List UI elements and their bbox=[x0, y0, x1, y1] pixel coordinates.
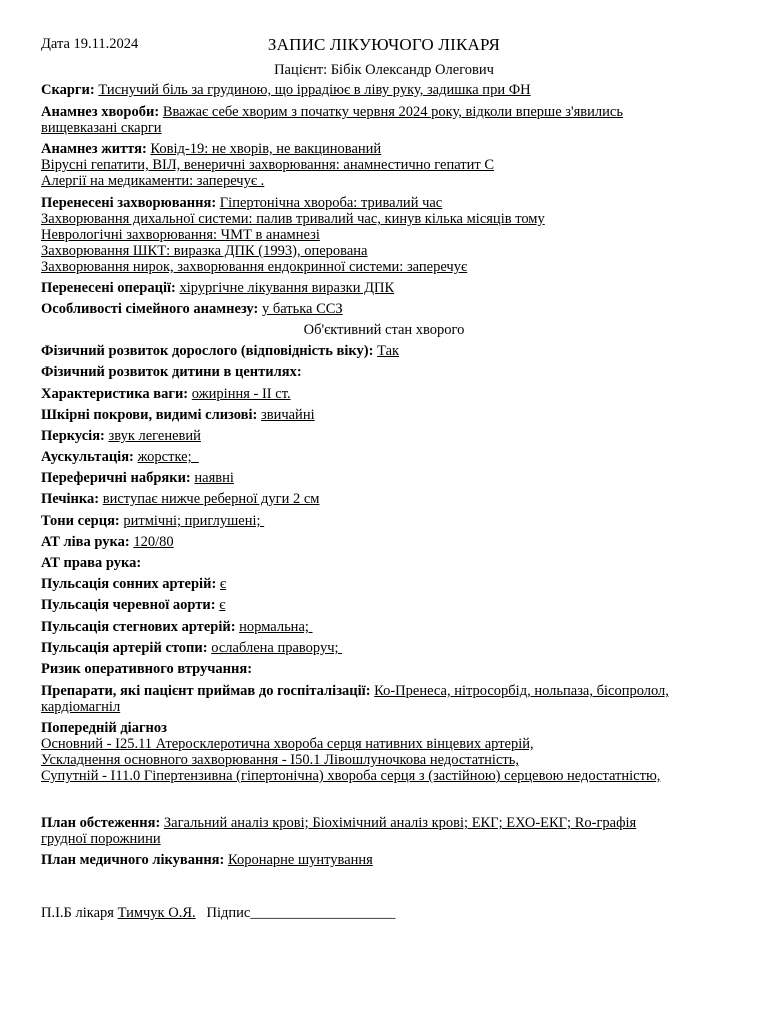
carotid-row bbox=[41, 576, 753, 592]
diagnosis-concomitant: Супутній - I11.0 Гіпертензивна (гіпертонічна) хвороба серця з (застійною) серцевою недостатністю, bbox=[41, 768, 661, 784]
past-diseases-label: Перенесені захворювання: bbox=[41, 195, 217, 211]
complaints-label: Скарги: bbox=[41, 82, 95, 98]
life-history-row bbox=[41, 141, 753, 189]
bp-right-label: АТ права рука: bbox=[41, 555, 142, 571]
complaints-row bbox=[41, 82, 753, 98]
bp-left-label: АТ ліва рука: bbox=[41, 534, 130, 550]
carotid-label: Пульсація сонних артерій: bbox=[41, 576, 217, 592]
doctor-label: П.І.Б лікаря bbox=[41, 905, 114, 921]
diagnosis-block bbox=[41, 720, 753, 784]
aorta-label: Пульсація черевної аорти: bbox=[41, 597, 216, 613]
adult-development-value: Так bbox=[377, 343, 400, 359]
auscultation-label: Аускультація: bbox=[41, 449, 134, 465]
surgery-risk-row bbox=[41, 661, 753, 677]
femoral-label: Пульсація стегнових артерій: bbox=[41, 619, 236, 635]
percussion-row bbox=[41, 428, 753, 444]
liver-row bbox=[41, 491, 753, 507]
past-operations-value: хірургічне лікування виразки ДПК bbox=[179, 280, 395, 296]
auscultation-row bbox=[41, 449, 753, 465]
pre-drugs-row bbox=[41, 683, 753, 715]
signature-row bbox=[41, 905, 753, 921]
disease-history-value-2: вищевказані скарги bbox=[41, 120, 162, 136]
skin-row bbox=[41, 407, 753, 423]
disease-history-value: Вважає себе хворим з початку червня 2024 року, відколи вперше з'явились bbox=[162, 104, 623, 120]
foot-arteries-value: ослаблена праворуч; bbox=[211, 640, 343, 656]
weight-label: Характеристика ваги: bbox=[41, 386, 189, 402]
weight-row bbox=[41, 386, 753, 402]
past-diseases-line-5: Захворювання нирок, захворювання ендокринної системи: заперечує bbox=[41, 259, 468, 275]
child-development-row bbox=[41, 364, 753, 380]
signature-field[interactable]: Підпис____________________ bbox=[206, 905, 396, 921]
diagnosis-main: Основний - I25.11 Атеросклеротична хвороба серця нативних вінцевих артерій, bbox=[41, 736, 534, 752]
past-diseases-line-4: Захворювання ШКТ: виразка ДПК (1993), оперована bbox=[41, 243, 368, 259]
diagnosis-label: Попередній діагноз bbox=[41, 720, 167, 736]
exam-plan-value-2: грудної порожнини bbox=[41, 831, 161, 847]
carotid-value: є bbox=[219, 576, 227, 592]
doctor-name: Тимчук О.Я. bbox=[117, 905, 196, 921]
foot-arteries-label: Пульсація артерій стопи: bbox=[41, 640, 208, 656]
bp-left-row bbox=[41, 534, 753, 550]
surgery-risk-label: Ризик оперативного втручання: bbox=[41, 661, 253, 677]
aorta-value: є bbox=[219, 597, 226, 613]
past-diseases-line-2: Захворювання дихальної системи: палив тривалий час, кинув кілька місяців тому bbox=[41, 211, 545, 227]
weight-value: ожиріння - ІІ ст. bbox=[191, 386, 291, 402]
femoral-row bbox=[41, 619, 753, 635]
disease-history-label: Анамнез хвороби: bbox=[41, 104, 160, 120]
edema-row bbox=[41, 470, 753, 486]
skin-value: звичайні bbox=[261, 407, 315, 423]
treatment-plan-row bbox=[41, 852, 753, 868]
family-history-label: Особливості сімейного анамнезу: bbox=[41, 301, 259, 317]
past-diseases-row bbox=[41, 195, 753, 275]
life-history-line-1: Ковід-19: не хворів, не вакцинований bbox=[150, 141, 382, 157]
life-history-line-2: Вірусні гепатити, ВІЛ, венеричні захворювання: анамнестично гепатит С bbox=[41, 157, 494, 173]
child-development-label: Фізичний розвиток дитини в центилях: bbox=[41, 364, 302, 380]
treatment-plan-label: План медичного лікування: bbox=[41, 852, 225, 868]
bp-right-row bbox=[41, 555, 753, 571]
pre-drugs-label: Препарати, які пацієнт приймав до госпіталізації: bbox=[41, 683, 371, 699]
heart-tones-label: Тони серця: bbox=[41, 513, 120, 529]
past-diseases-line-3: Неврологічні захворювання: ЧМТ в анамнезі bbox=[41, 227, 320, 243]
liver-value: виступає нижче реберної дуги 2 см bbox=[102, 491, 320, 507]
family-history-value: у батька ССЗ bbox=[261, 301, 343, 317]
disease-history-row bbox=[41, 104, 753, 136]
auscultation-value: жорстке; bbox=[137, 449, 199, 465]
adult-development-row bbox=[41, 343, 753, 359]
foot-arteries-row bbox=[41, 640, 753, 656]
edema-value: наявні bbox=[194, 470, 234, 486]
edema-label: Переферичні набряки: bbox=[41, 470, 191, 486]
heart-tones-row bbox=[41, 513, 753, 529]
heart-tones-value: ритмічні; приглушені; bbox=[123, 513, 265, 529]
pre-drugs-value: Ко-Пренеса, нітросорбід, нольпаза, бісопролол, bbox=[374, 683, 669, 699]
objective-heading: Об'єктивний стан хворого bbox=[303, 322, 465, 338]
adult-development-label: Фізичний розвиток дорослого (відповідність віку): bbox=[41, 343, 374, 359]
percussion-value: звук легеневий bbox=[108, 428, 201, 444]
bp-left-value: 120/80 bbox=[133, 534, 174, 550]
life-history-line-3: Алергії на медикаменти: заперечує . bbox=[41, 173, 265, 189]
diagnosis-complication: Ускладнення основного захворювання - I50.1 Лівошлуночкова недостатність, bbox=[41, 752, 519, 768]
exam-plan-row bbox=[41, 815, 753, 847]
complaints-value: Тиснучий біль за грудиною, що іррадіює в ліву руку, задишка при ФН bbox=[98, 82, 531, 98]
life-history-label: Анамнез життя: bbox=[41, 141, 147, 157]
liver-label: Печінка: bbox=[41, 491, 100, 507]
percussion-label: Перкусія: bbox=[41, 428, 105, 444]
page-title: ЗАПИС ЛІКУЮЧОГО ЛІКАРЯ bbox=[267, 35, 501, 54]
family-history-row bbox=[41, 301, 753, 317]
past-operations-label: Перенесені операції: bbox=[41, 280, 176, 296]
exam-plan-label: План обстеження: bbox=[41, 815, 161, 831]
pre-drugs-value-2: кардіомагніл bbox=[41, 699, 121, 715]
exam-plan-value: Загальний аналіз крові; Біохімічний аналіз крові; ЕКГ; ЕХО-ЕКГ; Ro-графія bbox=[163, 815, 637, 831]
date: Дата 19.11.2024 bbox=[41, 36, 139, 52]
aorta-row bbox=[41, 597, 753, 613]
treatment-plan-value: Коронарне шунтування bbox=[228, 852, 373, 868]
patient-name: Пацієнт: Бібік Олександр Олегович bbox=[274, 62, 494, 78]
past-operations-row bbox=[41, 280, 753, 296]
skin-label: Шкірні покрови, видимі слизові: bbox=[41, 407, 258, 423]
femoral-value: нормальна; bbox=[239, 619, 313, 635]
past-diseases-line-1: Гіпертонічна хвороба: тривалий час bbox=[219, 195, 443, 211]
